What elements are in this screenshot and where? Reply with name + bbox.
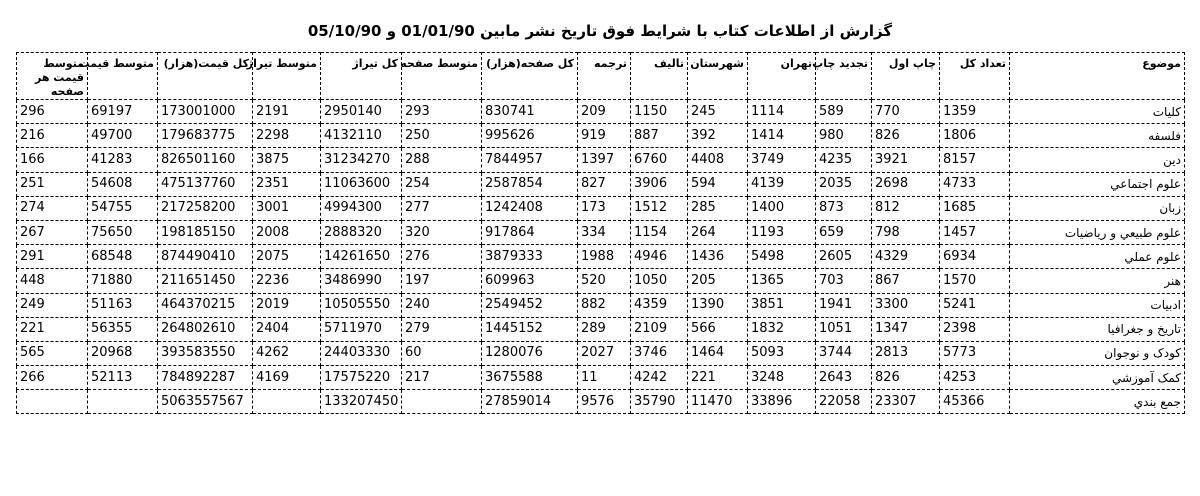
header-tehran: تهران: [748, 53, 816, 100]
table-row: [17, 317, 1185, 341]
cell-authored: 4946: [631, 245, 688, 269]
cell-avg-circulation: 2191: [253, 100, 321, 124]
cell-translation: 827: [578, 172, 631, 196]
cell-reprint: 980: [816, 124, 872, 148]
cell-total-circulation: 4994300: [321, 196, 402, 220]
cell-first-print: 798: [872, 220, 940, 244]
cell-total-price: 393583550: [158, 341, 253, 365]
cell-avg-price: 41283: [88, 148, 158, 172]
cell-reprint: 4235: [816, 148, 872, 172]
cell-avg-price-per-page: 448: [17, 269, 88, 293]
cell-first-print: 826: [872, 124, 940, 148]
header-avg-price-per-page: متوسط قيمت هر صفحه: [17, 53, 88, 100]
cell-total-pages: 1242408: [482, 196, 578, 220]
cell-total-circulation: 11063600: [321, 172, 402, 196]
cell-avg-pages: 279: [402, 317, 482, 341]
cell-subject: تاريخ و جغرافيا: [1010, 317, 1185, 341]
table-row: [17, 341, 1185, 365]
cell-total-price: 464370215: [158, 293, 253, 317]
table-row: [17, 269, 1185, 293]
cell-first-print: 826: [872, 366, 940, 390]
cell-avg-circulation: 2404: [253, 317, 321, 341]
cell-total-count: 8157: [940, 148, 1010, 172]
cell-avg-price: 49700: [88, 124, 158, 148]
cell-total-price: 211651450: [158, 269, 253, 293]
cell-total-circulation: 17575220: [321, 366, 402, 390]
cell-total-count: 45366: [940, 390, 1010, 414]
cell-authored: 3906: [631, 172, 688, 196]
cell-total-pages: 917864: [482, 220, 578, 244]
cell-tehran: 5093: [748, 341, 816, 365]
cell-avg-price: 75650: [88, 220, 158, 244]
cell-translation: 2027: [578, 341, 631, 365]
cell-total-pages: 995626: [482, 124, 578, 148]
cell-tehran: 1193: [748, 220, 816, 244]
cell-first-print: 2698: [872, 172, 940, 196]
cell-avg-price-per-page: 267: [17, 220, 88, 244]
cell-tehran: 3851: [748, 293, 816, 317]
cell-total-pages: 2549452: [482, 293, 578, 317]
cell-avg-price-per-page: [17, 390, 88, 414]
cell-reprint: 703: [816, 269, 872, 293]
cell-subject: کليات: [1010, 100, 1185, 124]
cell-avg-price: 68548: [88, 245, 158, 269]
header-avg-circulation: متوسط تيراژ: [253, 53, 321, 100]
cell-avg-circulation: 2351: [253, 172, 321, 196]
cell-avg-price-per-page: 166: [17, 148, 88, 172]
cell-avg-circulation: 2236: [253, 269, 321, 293]
cell-subject: هنر: [1010, 269, 1185, 293]
table-body: [17, 100, 1185, 414]
cell-first-print: 1347: [872, 317, 940, 341]
cell-total-pages: 830741: [482, 100, 578, 124]
cell-avg-price: 20968: [88, 341, 158, 365]
cell-translation: 919: [578, 124, 631, 148]
cell-avg-pages: 254: [402, 172, 482, 196]
cell-total-price: 5063557567: [158, 390, 253, 414]
cell-avg-price: 71880: [88, 269, 158, 293]
table-row: [17, 245, 1185, 269]
table-row: [17, 366, 1185, 390]
cell-total-pages: 1445152: [482, 317, 578, 341]
cell-tehran: 5498: [748, 245, 816, 269]
book-stats-table: [16, 52, 1185, 414]
cell-avg-pages: [402, 390, 482, 414]
cell-first-print: 3300: [872, 293, 940, 317]
cell-avg-price-per-page: 249: [17, 293, 88, 317]
cell-total-count: 1685: [940, 196, 1010, 220]
table-row: [17, 220, 1185, 244]
cell-translation: 173: [578, 196, 631, 220]
cell-avg-price: 52113: [88, 366, 158, 390]
cell-total-circulation: 2888320: [321, 220, 402, 244]
cell-total-circulation: 3486990: [321, 269, 402, 293]
table-row: [17, 148, 1185, 172]
cell-total-circulation: 24403330: [321, 341, 402, 365]
cell-provinces: 264: [688, 220, 748, 244]
cell-total-count: 4733: [940, 172, 1010, 196]
cell-avg-pages: 217: [402, 366, 482, 390]
cell-reprint: 2605: [816, 245, 872, 269]
cell-reprint: 2035: [816, 172, 872, 196]
cell-avg-price-per-page: 565: [17, 341, 88, 365]
cell-reprint: 589: [816, 100, 872, 124]
header-total-circulation: کل تيراژ: [321, 53, 402, 100]
cell-total-circulation: 2950140: [321, 100, 402, 124]
cell-avg-pages: 276: [402, 245, 482, 269]
cell-avg-circulation: 4262: [253, 341, 321, 365]
cell-avg-circulation: 2019: [253, 293, 321, 317]
cell-avg-price-per-page: 266: [17, 366, 88, 390]
cell-reprint: 22058: [816, 390, 872, 414]
cell-total-pages: 2587854: [482, 172, 578, 196]
cell-total-count: 5773: [940, 341, 1010, 365]
cell-reprint: 1941: [816, 293, 872, 317]
cell-avg-price-per-page: 296: [17, 100, 88, 124]
header-translation: ترجمه: [578, 53, 631, 100]
cell-avg-price: [88, 390, 158, 414]
header-total-count: تعداد کل: [940, 53, 1010, 100]
cell-reprint: 1051: [816, 317, 872, 341]
cell-reprint: 3744: [816, 341, 872, 365]
cell-tehran: 1400: [748, 196, 816, 220]
cell-avg-price: 54608: [88, 172, 158, 196]
cell-tehran: 1114: [748, 100, 816, 124]
cell-authored: 1154: [631, 220, 688, 244]
cell-subject: دين: [1010, 148, 1185, 172]
cell-total-pages: 3879333: [482, 245, 578, 269]
cell-provinces: 245: [688, 100, 748, 124]
cell-subject: علوم عملي: [1010, 245, 1185, 269]
table-row: [17, 293, 1185, 317]
cell-provinces: 1436: [688, 245, 748, 269]
cell-total-count: 5241: [940, 293, 1010, 317]
cell-total-circulation: 31234270: [321, 148, 402, 172]
cell-total-circulation: 5711970: [321, 317, 402, 341]
cell-authored: 887: [631, 124, 688, 148]
cell-first-print: 3921: [872, 148, 940, 172]
cell-provinces: 11470: [688, 390, 748, 414]
cell-first-print: 4329: [872, 245, 940, 269]
cell-translation: 1988: [578, 245, 631, 269]
cell-avg-pages: 197: [402, 269, 482, 293]
cell-avg-price-per-page: 274: [17, 196, 88, 220]
cell-tehran: 4139: [748, 172, 816, 196]
cell-total-count: 1359: [940, 100, 1010, 124]
cell-total-circulation: 133207450: [321, 390, 402, 414]
cell-subject: فلسفه: [1010, 124, 1185, 148]
cell-authored: 4359: [631, 293, 688, 317]
cell-avg-pages: 277: [402, 196, 482, 220]
cell-first-print: 812: [872, 196, 940, 220]
header-authored: تاليف: [631, 53, 688, 100]
cell-total-price: 475137760: [158, 172, 253, 196]
cell-provinces: 566: [688, 317, 748, 341]
cell-total-pages: 7844957: [482, 148, 578, 172]
header-subject: موضوع: [1010, 53, 1185, 100]
cell-total-price: 217258200: [158, 196, 253, 220]
cell-total-pages: 609963: [482, 269, 578, 293]
table-row: [17, 196, 1185, 220]
cell-translation: 11: [578, 366, 631, 390]
cell-first-print: 770: [872, 100, 940, 124]
cell-provinces: 594: [688, 172, 748, 196]
cell-authored: 1512: [631, 196, 688, 220]
header-total-pages: کل صفحه(هزار): [482, 53, 578, 100]
header-avg-pages: متوسط صفحه: [402, 53, 482, 100]
cell-total-price: 826501160: [158, 148, 253, 172]
cell-subject: کمک آموزشي: [1010, 366, 1185, 390]
cell-provinces: 392: [688, 124, 748, 148]
cell-avg-pages: 240: [402, 293, 482, 317]
cell-authored: 1050: [631, 269, 688, 293]
cell-avg-pages: 293: [402, 100, 482, 124]
header-first-print: چاپ اول: [872, 53, 940, 100]
cell-provinces: 1464: [688, 341, 748, 365]
cell-tehran: 3749: [748, 148, 816, 172]
cell-total-pages: 3675588: [482, 366, 578, 390]
cell-subject: ادبيات: [1010, 293, 1185, 317]
cell-total-circulation: 14261650: [321, 245, 402, 269]
cell-total-price: 264802610: [158, 317, 253, 341]
cell-avg-price-per-page: 216: [17, 124, 88, 148]
table-row: [17, 172, 1185, 196]
total-row: [17, 390, 1185, 414]
cell-tehran: 1414: [748, 124, 816, 148]
cell-translation: 9576: [578, 390, 631, 414]
cell-avg-pages: 288: [402, 148, 482, 172]
cell-reprint: 873: [816, 196, 872, 220]
cell-first-print: 23307: [872, 390, 940, 414]
cell-tehran: 1832: [748, 317, 816, 341]
cell-total-count: 4253: [940, 366, 1010, 390]
cell-total-count: 6934: [940, 245, 1010, 269]
cell-translation: 1397: [578, 148, 631, 172]
cell-translation: 520: [578, 269, 631, 293]
cell-avg-price: 56355: [88, 317, 158, 341]
cell-avg-circulation: 3875: [253, 148, 321, 172]
cell-avg-pages: 60: [402, 341, 482, 365]
cell-subject: کودک و نوجوان: [1010, 341, 1185, 365]
cell-tehran: 3248: [748, 366, 816, 390]
table-row: [17, 124, 1185, 148]
cell-provinces: 1390: [688, 293, 748, 317]
cell-total-count: 1457: [940, 220, 1010, 244]
cell-authored: 2109: [631, 317, 688, 341]
cell-avg-circulation: 3001: [253, 196, 321, 220]
cell-avg-circulation: 4169: [253, 366, 321, 390]
cell-avg-price: 69197: [88, 100, 158, 124]
cell-total-pages: 27859014: [482, 390, 578, 414]
cell-provinces: 285: [688, 196, 748, 220]
table-row: [17, 100, 1185, 124]
cell-avg-pages: 250: [402, 124, 482, 148]
cell-avg-pages: 320: [402, 220, 482, 244]
cell-tehran: 1365: [748, 269, 816, 293]
header-reprint: تجديد چاپ: [816, 53, 872, 100]
cell-subject: زبان: [1010, 196, 1185, 220]
cell-avg-circulation: [253, 390, 321, 414]
cell-total-count: 2398: [940, 317, 1010, 341]
cell-subject: علوم اجتماعي: [1010, 172, 1185, 196]
cell-total-price: 198185150: [158, 220, 253, 244]
header-provinces: شهرستان: [688, 53, 748, 100]
cell-total-price: 874490410: [158, 245, 253, 269]
cell-authored: 35790: [631, 390, 688, 414]
cell-total-price: 784892287: [158, 366, 253, 390]
cell-avg-circulation: 2298: [253, 124, 321, 148]
cell-first-print: 867: [872, 269, 940, 293]
cell-avg-price: 51163: [88, 293, 158, 317]
cell-authored: 6760: [631, 148, 688, 172]
report-title: گزارش از اطلاعات کتاب با شرایط فوق تاریخ نشر مابین 01/01/90 و 05/10/90: [307, 22, 893, 40]
cell-reprint: 2643: [816, 366, 872, 390]
cell-reprint: 659: [816, 220, 872, 244]
cell-avg-price-per-page: 221: [17, 317, 88, 341]
header-total-price: کل قيمت(هزار): [158, 53, 253, 100]
cell-total-circulation: 4132110: [321, 124, 402, 148]
cell-subject: جمع بندي: [1010, 390, 1185, 414]
cell-total-circulation: 10505550: [321, 293, 402, 317]
cell-translation: 334: [578, 220, 631, 244]
header-avg-price: متوسط قيمت: [88, 53, 158, 100]
header-row: [17, 53, 1185, 100]
cell-authored: 1150: [631, 100, 688, 124]
cell-provinces: 205: [688, 269, 748, 293]
cell-avg-price: 54755: [88, 196, 158, 220]
cell-translation: 882: [578, 293, 631, 317]
cell-provinces: 4408: [688, 148, 748, 172]
cell-total-count: 1806: [940, 124, 1010, 148]
cell-authored: 4242: [631, 366, 688, 390]
cell-avg-price-per-page: 291: [17, 245, 88, 269]
cell-total-price: 179683775: [158, 124, 253, 148]
cell-translation: 289: [578, 317, 631, 341]
cell-avg-circulation: 2008: [253, 220, 321, 244]
cell-first-print: 2813: [872, 341, 940, 365]
cell-avg-price-per-page: 251: [17, 172, 88, 196]
cell-tehran: 33896: [748, 390, 816, 414]
cell-total-pages: 1280076: [482, 341, 578, 365]
cell-provinces: 221: [688, 366, 748, 390]
cell-subject: علوم طبيعي و رياضيات: [1010, 220, 1185, 244]
cell-authored: 3746: [631, 341, 688, 365]
cell-total-price: 173001000: [158, 100, 253, 124]
cell-translation: 209: [578, 100, 631, 124]
cell-total-count: 1570: [940, 269, 1010, 293]
cell-avg-circulation: 2075: [253, 245, 321, 269]
